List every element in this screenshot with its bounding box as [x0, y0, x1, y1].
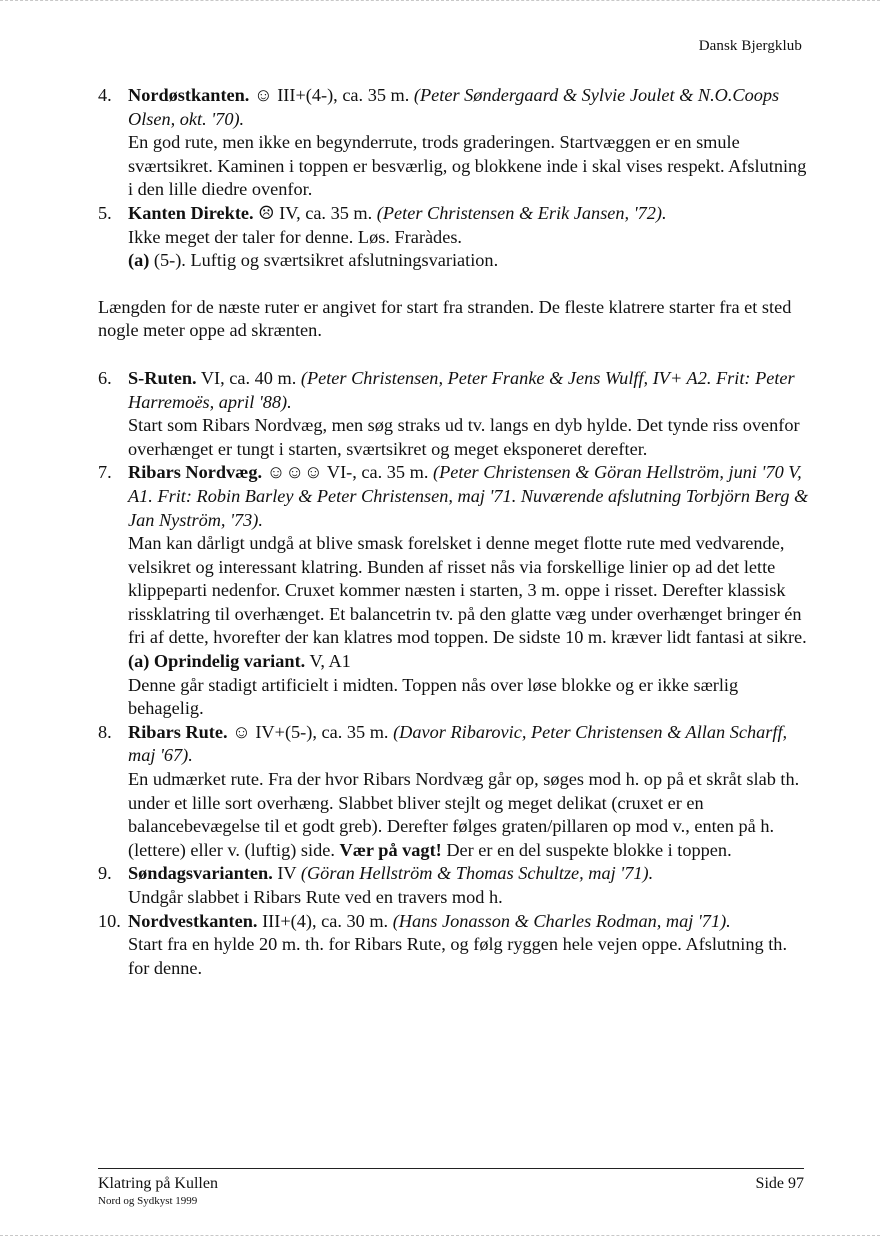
route-description: Man kan dårligt undgå at blive smask forelsket i denne meget flotte rute med vedvarende, velsikret og interessant klatring. Bunden af risset nås via forskellige linier op ad det lette klippeparti nedenfor. Cruxet kommer næsten i starten, 3 m. oppe i risset. Derefter klassisk rissklatring til overhænget. Et balancetrin tv. på den glatte væg under overhænget bringer én fri af dette, hvorefter der kan klatres mod toppen. De sidste 10 m. kræver lidt fantasi at sikre. — [128, 533, 807, 648]
route-name: Søndagsvarianten. — [128, 863, 273, 884]
route-heading — [128, 202, 810, 226]
route-description: Start fra en hylde 20 m. th. for Ribars Rute, og følg ryggen hele vejen oppe. Afslutning th. for denne. — [128, 934, 788, 978]
route-number: 4. — [98, 85, 112, 105]
description-text-after: Der er en del suspekte blokke i toppen. — [446, 839, 732, 860]
route-list — [98, 84, 810, 980]
route-grade: VI, ca. 40 m. — [200, 367, 297, 388]
route-number: 10. — [98, 910, 121, 931]
route-grade: ☺☺☺ VI-, ca. 35 m. — [266, 462, 429, 483]
route-variant — [128, 249, 810, 273]
page-number: Side 97 — [755, 1175, 804, 1192]
book-subtitle: Nord og Sydkyst 1999 — [98, 1195, 198, 1207]
route-grade: IV — [277, 863, 297, 884]
route-number: 8. — [98, 721, 112, 742]
route-credits: (Hans Jonasson & Charles Rodman, maj '71). — [392, 910, 731, 931]
bottom-rule — [0, 1235, 880, 1237]
route-8 — [98, 721, 810, 863]
route-credits: (Peter Christensen & Erik Jansen, '72). — [376, 202, 667, 223]
book-title: Klatring på Kullen — [98, 1175, 218, 1192]
route-heading — [128, 84, 810, 131]
route-credits: (Peter Christensen & Göran Hellström, juni '70 V, A1. Frit: Robin Barley & Peter Christensen, maj '71. Nuværende afslutning Torbjörn Berg & Jan Nyström, '73). — [128, 462, 809, 530]
route-heading — [128, 721, 810, 768]
route-number: 5. — [98, 202, 112, 223]
route-7 — [98, 461, 810, 721]
route-number: 9. — [98, 863, 112, 884]
variant-label: (a) — [128, 250, 150, 271]
route-heading — [128, 910, 810, 934]
route-5 — [98, 202, 810, 273]
route-heading — [128, 367, 810, 414]
variant-label: (a) Oprindelig variant. — [128, 651, 306, 672]
route-9 — [98, 862, 810, 909]
warning-text: Vær på vagt! — [339, 839, 442, 860]
variant-grade: V, A1 — [309, 651, 351, 672]
route-credits: (Peter Søndergaard & Sylvie Joulet & N.O.Coops Olsen, okt. '70). — [128, 85, 780, 129]
variant-text: (5-). Luftig og sværtsikret afslutningsvariation. — [153, 250, 499, 271]
route-description — [128, 768, 810, 862]
route-grade: ☹ IV, ca. 35 m. — [258, 202, 373, 223]
route-name: S-Ruten. — [128, 367, 197, 388]
running-header: Dansk Bjergklub — [698, 38, 802, 54]
route-description: Start som Ribars Nordvæg, men søg straks ud tv. langs en dyb hylde. Det tynde riss ovenfor overhænget er tungt i starten, sværtsikret og meget eksponeret derefter. — [128, 415, 800, 459]
route-6 — [98, 367, 810, 461]
route-4 — [98, 84, 810, 202]
route-number: 7. — [98, 462, 112, 483]
route-name: Kanten Direkte. — [128, 202, 254, 223]
route-name: Ribars Nordvæg. — [128, 462, 263, 483]
route-10 — [98, 910, 810, 981]
route-heading — [128, 461, 810, 532]
page-footer — [98, 1168, 804, 1207]
route-grade: ☺ IV+(5-), ca. 35 m. — [232, 721, 389, 742]
route-number: 6. — [98, 367, 112, 388]
intro-paragraph: Længden for de næste ruter er angivet for start fra stranden. De fleste klatrere starter fra et sted nogle meter oppe ad skrænten. — [98, 296, 792, 341]
route-description: Undgår slabbet i Ribars Rute ved en travers mod h. — [128, 887, 503, 907]
route-credits: (Göran Hellström & Thomas Schultze, maj '71). — [300, 863, 654, 884]
route-description: En god rute, men ikke en begynderrute, trods graderingen. Startvæggen er en smule sværtsikret. Kaminen i toppen er besværlig, og blokkene inde i skal vises respekt. Afslutning i den lille diedre ovenfor. — [128, 132, 807, 200]
route-credits: (Peter Christensen, Peter Franke & Jens Wulff, IV+ A2. Frit: Peter Harremoës, april '88). — [128, 367, 795, 412]
top-rule — [0, 0, 880, 2]
route-heading — [128, 862, 810, 886]
route-name: Nordvestkanten. — [128, 910, 258, 931]
route-name: Ribars Rute. — [128, 721, 228, 742]
route-variant — [128, 650, 810, 674]
route-name: Nordøstkanten. — [128, 85, 250, 105]
route-grade: III+(4), ca. 30 m. — [262, 910, 389, 931]
description-text: En udmærket rute. Fra der hvor Ribars Nordvæg går op, søges mod h. op på et skråt slab th. under et lille sort overhæng. Slabbet bliver stejlt og meget delikat (cruxet er en balancebevægelse til et godt greb). Derefter følges graten/pillaren op mod v., enten på h. (lettere) eller v. (luftig) side. — [128, 769, 800, 860]
route-credits: (Davor Ribarovic, Peter Christensen & Allan Scharff, maj '67). — [128, 721, 788, 766]
route-grade: ☺ III+(4-), ca. 35 m. — [253, 85, 410, 105]
route-description: Ikke meget der taler for denne. Løs. Fraràdes. — [128, 226, 462, 247]
variant-text: Denne går stadigt artificielt i midten. Toppen nås over løse blokke og er ikke særlig behagelig. — [128, 674, 739, 719]
